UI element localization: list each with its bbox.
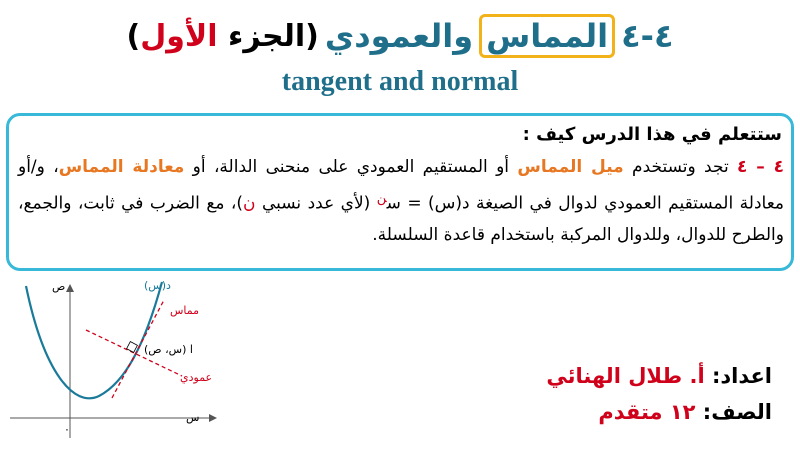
exponent-n: ن [376,191,387,206]
section-number: ٤-٤ [621,17,674,55]
objective-text-4: (لأي عدد نسبي [255,193,377,214]
title-part-open: (الجزء [217,18,319,54]
prepared-label: اعداد: [704,364,772,388]
grade-info [598,400,772,424]
tangent-equation-term: معادلة المماس [58,157,185,177]
point-label: ا (س، ص) [144,343,193,356]
y-axis-arrow [66,284,74,292]
grade-label: الصف: [695,400,772,424]
title-part-close: ) [126,18,141,54]
objective-text-5: )، مع الضرب في ثابت، والجمع، والطرح للدوال، وللدوال المركبة باستخدام قاعدة السلسلة. [18,193,784,245]
objectives-heading: ستتعلم في هذا الدرس كيف : [522,124,782,145]
tangent-label: مماس [170,304,200,317]
objective-text-2: أو المستقيم العمودي على منحنى الدالة، أو [184,157,518,177]
page-title [0,6,800,66]
title-part-red: الأول [140,18,218,54]
prepared-by [546,364,772,388]
title-word: والعمودي [324,17,474,55]
page-subtitle: tangent and normal [281,66,519,97]
objective-text-3: ، و/أو معادلة المستقيم العمودي لدوال في الصيغة د(س) = س [18,157,784,214]
author-name: أ. طلال الهنائي [546,364,705,388]
origin-label: ٠ [64,423,70,436]
x-axis-arrow [209,414,217,422]
rational-n: ن [243,193,256,214]
right-angle-marker [127,342,138,353]
objective-text-1: تجد وتستخدم [623,157,738,177]
curve-label: د(س) [144,279,171,292]
objectives-text [18,152,784,251]
tangent-normal-graph [4,278,224,446]
grade-value: ١٢ متقدم [598,400,696,424]
y-axis-label: ص [52,280,66,293]
x-axis-label: س [186,411,200,424]
normal-label: عمودي [180,371,213,384]
title-boxed-word: المماس [479,14,615,58]
objective-number: ٤ – ٤ [737,157,785,177]
function-curve [26,282,162,398]
slope-term: ميل المماس [517,157,624,177]
title-part [127,19,319,54]
